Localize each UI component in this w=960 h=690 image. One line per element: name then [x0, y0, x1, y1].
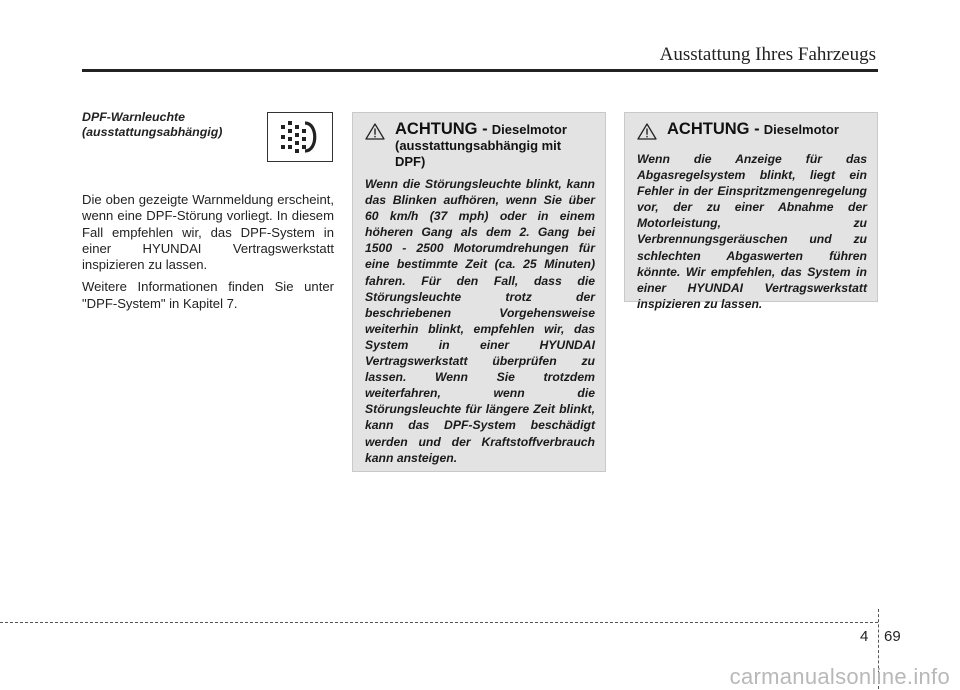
warning-subtitle: Dieselmotor (ausstattungsabhängig mit DPF): [395, 122, 567, 169]
warning-heading: [667, 121, 839, 138]
warning-box-diesel: [624, 112, 878, 311]
warning-body: Wenn die Anzeige für das Abgasregelsystem blinkt, liegt ein Fehler in der Einspritzmengenregelung vor, der zu einer Abnahme der Motorleistung, zu Verbrennungsgeräuschen und zu schlechten Abgaswerten führen könnte. Wir empfehlen, das System in einer HYUNDAI Vertragswerkstatt inspizieren zu lassen.: [637, 152, 867, 311]
warning-subtitle: Dieselmotor: [763, 122, 839, 137]
warning-triangle-icon: [365, 121, 395, 145]
footer-divider: [0, 622, 878, 623]
warning-body: Wenn die Störungsleuchte blinkt, kann das Blinken aufhören, wenn Sie über 60 km/h (37 mph) oder in einem höheren Gang als dem 2. Gang bei 1500 - 2500 Motorumdrehungen für eine bestimmte Zeit (ca. 25 Minuten) fahren. Für den Fall, dass die Störungsleuchte trotz der beschriebenen Vorgehensweise weiterhin blinkt, empfehlen wir, das System in einer HYUNDAI Vertragswerkstatt überprüfen zu lassen. Wenn Sie trotzdem weiterfahren, wenn die Störungsleuchte für längere Zeit blinkt, kann das DPF-System beschädigt werden und der Kraftstoffverbrauch kann ansteigen.: [365, 177, 595, 465]
section-title: DPF-Warnleuchte (ausstattungsabhängig): [82, 110, 223, 139]
dpf-warning-icon: [278, 118, 322, 156]
dpf-icon-box: [267, 112, 333, 162]
description-paragraph: Die oben gezeigte Warnmeldung erscheint, wenn eine DPF-Störung vorliegt. In diesem Fall empfehlen wir, das DPF-System in einer HYUNDAI Vertragswerkstatt inspizieren zu lassen.: [82, 192, 334, 273]
warning-label: ACHTUNG -: [395, 120, 488, 138]
chapter-number: 4: [860, 628, 869, 645]
left-column: [82, 110, 334, 312]
header-rule: [82, 69, 878, 72]
warning-box-dpf: [352, 112, 606, 472]
watermark: carmanualsonline.info: [729, 664, 950, 689]
header-title: Ausstattung Ihres Fahrzeugs: [659, 44, 876, 65]
reference-paragraph: Weitere Informationen finden Sie unter "DPF-System" in Kapitel 7.: [82, 279, 334, 311]
page-number: 69: [884, 628, 901, 645]
warning-heading: [395, 121, 595, 170]
warning-triangle-icon: [637, 121, 667, 145]
warning-label: ACHTUNG -: [667, 120, 760, 138]
